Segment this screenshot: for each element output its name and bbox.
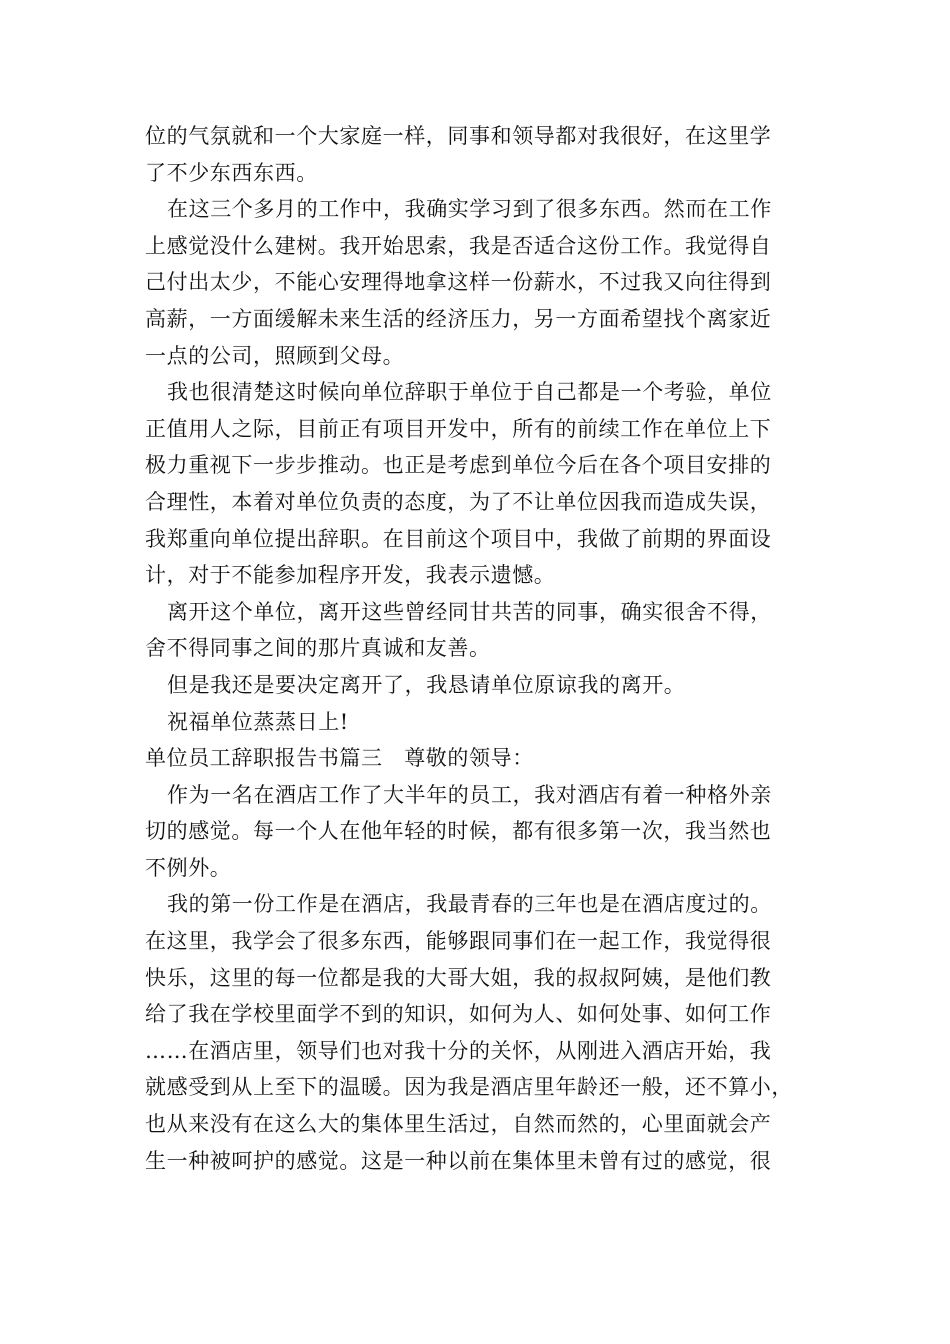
text-line: 作为一名在酒店工作了大半年的员工，我对酒店有着一种格外亲 bbox=[167, 782, 772, 807]
text-line: 离开这个单位，离开这些曾经同甘共苦的同事，确实很舍不得， bbox=[167, 599, 772, 624]
text-line: 己付出太少，不能心安理得地拿这样一份薪水，不过我又向往得到 bbox=[145, 270, 772, 295]
text-line: 我也很清楚这时候向单位辞职于单位于自己都是一个考验，单位 bbox=[167, 380, 772, 405]
text-line: 也从来没有在这么大的集体里生活过，自然而然的，心里面就会产 bbox=[145, 1112, 772, 1137]
text-line: 单位员工辞职报告书篇三 尊敬的领导： bbox=[145, 746, 534, 771]
text-line: 在这里，我学会了很多东西，能够跟同事们在一起工作，我觉得很 bbox=[145, 929, 772, 954]
text-line: 位的气氛就和一个大家庭一样，同事和领导都对我很好，在这里学 bbox=[145, 124, 772, 148]
text-line: 生一种被呵护的感觉。这是一种以前在集体里未曾有过的感觉，很 bbox=[145, 1148, 772, 1173]
text-line: 快乐，这里的每一位都是我的大哥大姐，我的叔叔阿姨，是他们教 bbox=[145, 965, 772, 990]
text-line: 上感觉没什么建树。我开始思索，我是否适合这份工作。我觉得自 bbox=[145, 233, 772, 258]
text-line: 祝福单位蒸蒸日上! bbox=[167, 709, 349, 734]
text-line: 正值用人之际，目前正有项目开发中，所有的前续工作在单位上下 bbox=[145, 416, 772, 441]
text-line: 一点的公司，照顾到父母。 bbox=[145, 343, 405, 368]
text-line: 给了我在学校里面学不到的知识，如何为人、如何处事、如何工作 bbox=[145, 1002, 772, 1027]
text-line: 在这三个多月的工作中，我确实学习到了很多东西。然而在工作 bbox=[167, 197, 772, 222]
text-line: 就感受到从上至下的温暖。因为我是酒店里年龄还一般，还不算小， bbox=[145, 1075, 793, 1100]
text-line: 舍不得同事之间的那片真诚和友善。 bbox=[145, 636, 491, 661]
text-line: 但是我还是要决定离开了，我恳请单位原谅我的离开。 bbox=[167, 672, 686, 697]
text-line: 极力重视下一步步推动。也正是考虑到单位今后在各个项目安排的 bbox=[145, 453, 772, 478]
text-line: 不例外。 bbox=[145, 855, 232, 880]
text-line: 了不少东西东西。 bbox=[145, 160, 318, 185]
text-line: ……在酒店里，领导们也对我十分的关怀，从刚进入酒店开始，我 bbox=[145, 1038, 772, 1063]
text-line: 我的第一份工作是在酒店，我最青春的三年也是在酒店度过的。 bbox=[167, 892, 772, 917]
text-line: 切的感觉。每一个人在他年轻的时候，都有很多第一次，我当然也 bbox=[145, 819, 772, 844]
text-line: 我郑重向单位提出辞职。在目前这个项目中，我做了前期的界面设 bbox=[145, 526, 772, 551]
text-line: 高薪，一方面缓解未来生活的经济压力，另一方面希望找个离家近 bbox=[145, 306, 772, 331]
text-line: 计，对于不能参加程序开发，我表示遗憾。 bbox=[145, 563, 556, 588]
text-line: 合理性，本着对单位负责的态度，为了不让单位因我而造成失误， bbox=[145, 489, 772, 514]
document-body bbox=[145, 118, 820, 1179]
